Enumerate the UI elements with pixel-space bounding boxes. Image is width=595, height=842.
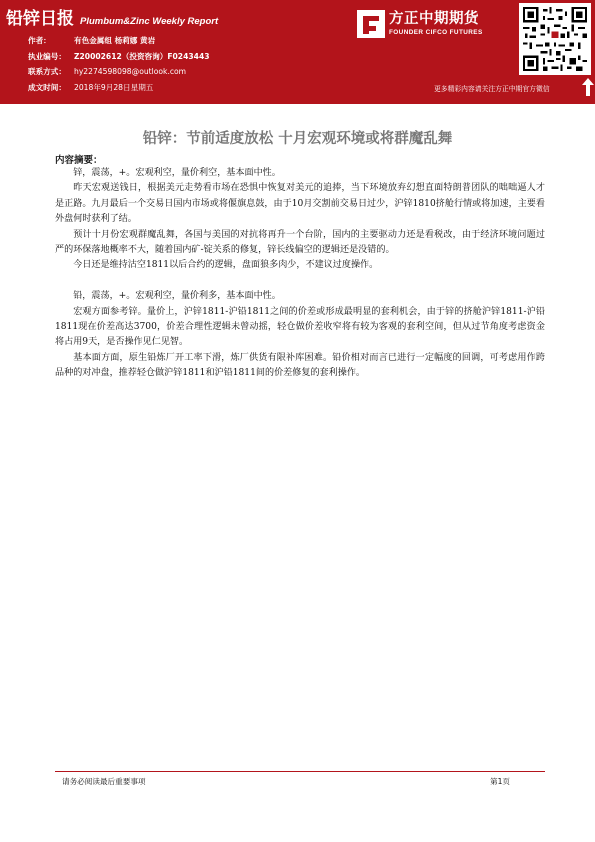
meta-label: 执业编号： xyxy=(28,51,66,61)
meta-row-license xyxy=(28,49,210,65)
paragraph: 预计十月份宏观群魔乱舞，各国与美国的对抗将再升一个台阶，国内的主要驱动力还是看税改，由于经济环境问题过严的环保落地概率不大，随着国内矿-锭关系的修复，锌长线偏空的逻辑还是没错的。 xyxy=(55,229,545,256)
summary-label: 内容摘要： xyxy=(55,155,103,166)
meta-row-date xyxy=(28,80,210,96)
meta-value: 有色金属组 杨莉娜 黄岩 xyxy=(74,36,156,46)
author-meta xyxy=(28,33,210,95)
paragraph: 锌，震荡，+。宏观利空，量价利空，基本面中性。 xyxy=(73,168,281,178)
wechat-follow-text: 更多精彩内容请关注方正中期官方微信 xyxy=(434,85,550,93)
meta-label: 联系方式： xyxy=(28,67,66,77)
footer-disclaimer: 请务必阅读最后重要事项 xyxy=(62,777,146,786)
paragraph: 昨天宏观送钱日，根据美元走势看市场在恐惧中恢复对美元的追捧，当下环境放弃幻想直面特朗普团队的咄咄逼人才是正路。九月最后一个交易日国内市场或将偃旗息鼓，由于10月交割前交易日过少，沪锌1810挤舱行情或将加速，主要看外盘何时获利了结。 xyxy=(55,183,545,225)
header-band xyxy=(0,0,595,104)
company-logo xyxy=(357,6,509,42)
meta-value: Z20002612（投资咨询）F0243443 xyxy=(74,51,210,61)
qr-code-icon xyxy=(519,3,591,75)
meta-row-contact xyxy=(28,64,210,80)
meta-row-author xyxy=(28,33,210,49)
report-body xyxy=(55,166,545,382)
logo-text-en: FOUNDER CIFCO FUTURES xyxy=(389,29,483,36)
meta-label: 成文时间： xyxy=(28,82,66,92)
arrow-up-icon[interactable] xyxy=(582,78,594,96)
footer-divider xyxy=(55,771,545,772)
report-title xyxy=(6,4,218,28)
paragraph: 铅，震荡，+。宏观利空，量价利多，基本面中性。 xyxy=(73,291,281,302)
founder-logo-icon xyxy=(357,10,385,38)
report-title-en: Plumbum&Zinc Weekly Report xyxy=(80,16,219,27)
report-title-cn: 铅锌日报 xyxy=(6,9,74,29)
paragraph: 宏观方面参考锌。量价上，沪锌1811-沪铅1811之间的价差或形成最明显的套利机会，由于锌的挤舱沪锌1811-沪铅1811现在价差高达3700，价差合理性逻辑未曾动摇，轻仓做价差收窄将有较为客观的套利空间，但从过节角度考虑资金将占用9天，是否操作见仁见智。 xyxy=(55,306,545,348)
contact-email[interactable]: hy2274598098@outlook.com xyxy=(74,67,187,77)
page-number: 第1页 xyxy=(490,777,511,786)
logo-text-cn: 方正中期期货 xyxy=(389,11,479,27)
paragraph-gap xyxy=(55,274,545,289)
paragraph: 基本面方面，原生铅炼厂开工率下滑，炼厂供货有限补库困难。铅价相对而言已进行一定幅度的回调，可考虑用作跨品种的对冲盘，推荐轻仓做沪锌1811和沪铅1811间的价差修复的套利操作。 xyxy=(55,352,545,379)
paragraph: 今日还是维持沽空1811以后合约的逻辑，盘面狼多肉少，不建议过度操作。 xyxy=(73,260,379,271)
meta-value: 2018年9月28日星期五 xyxy=(74,82,154,92)
page-title: 铅锌：节前适度放松 十月宏观环境或将群魔乱舞 xyxy=(142,131,453,147)
meta-label: 作者： xyxy=(28,36,51,46)
